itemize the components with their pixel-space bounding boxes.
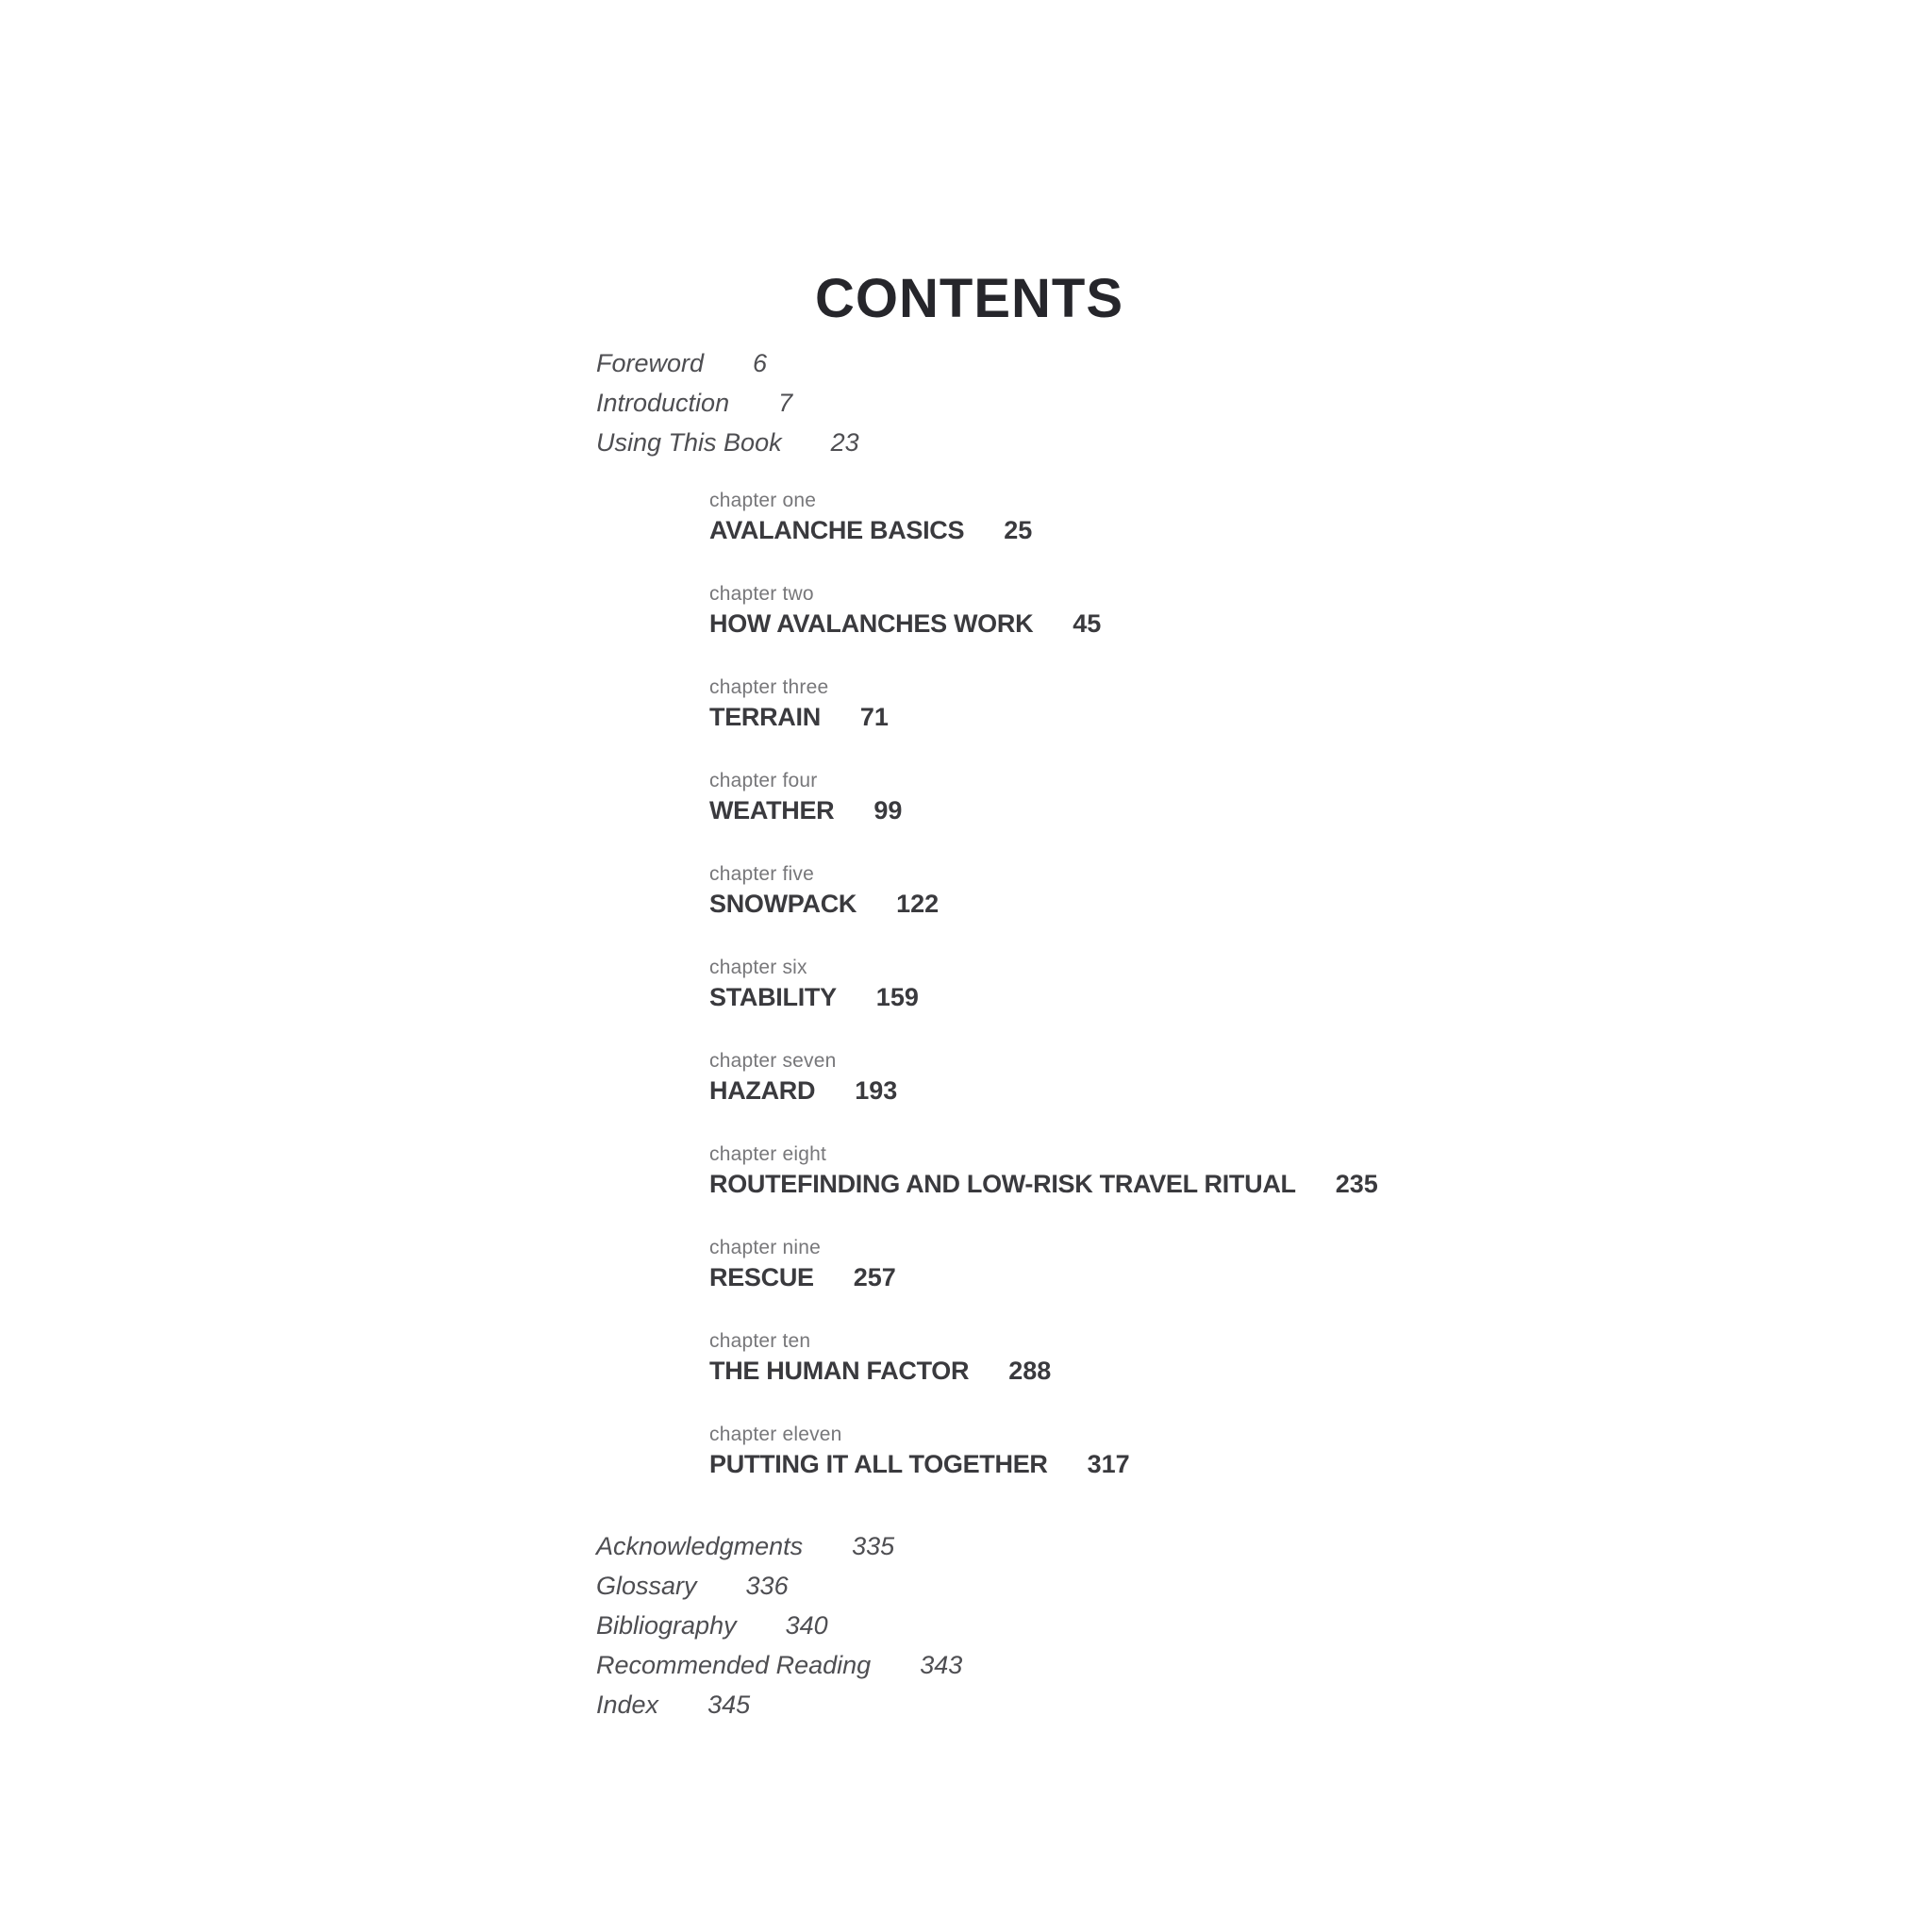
chapter-entry [709, 582, 1378, 641]
toc-entry-row [596, 1566, 962, 1606]
chapter-page-number: 159 [875, 983, 919, 1011]
chapter-page-number: 122 [896, 890, 940, 918]
toc-entry-label: Bibliography [596, 1611, 737, 1640]
chapter-entry [709, 675, 1378, 734]
chapter-title-row [709, 1354, 1378, 1388]
toc-entry-row [596, 383, 859, 423]
chapter-page-number: 257 [853, 1263, 896, 1291]
toc-entry-row [596, 1606, 962, 1645]
chapter-title-row [709, 980, 1378, 1014]
toc-entry-page-number: 7 [778, 389, 793, 417]
chapter-title: AVALANCHE BASICS [709, 516, 965, 544]
chapter-title: TERRAIN [709, 703, 821, 731]
toc-entry-row [596, 343, 859, 383]
chapter-title-row [709, 607, 1378, 641]
toc-entry-label: Glossary [596, 1572, 697, 1600]
chapter-kicker: chapter five [709, 863, 814, 885]
chapter-title: RESCUE [709, 1263, 814, 1291]
chapter-entry [709, 769, 1378, 827]
toc-entry-row [596, 1645, 962, 1685]
chapter-kicker: chapter nine [709, 1237, 821, 1258]
chapter-kicker: chapter ten [709, 1330, 811, 1352]
front-matter-list [596, 343, 859, 462]
chapter-title: HAZARD [709, 1076, 816, 1105]
chapter-kicker: chapter eight [709, 1143, 827, 1165]
chapter-page-number: 99 [873, 796, 903, 824]
chapter-title-row [709, 513, 1378, 547]
chapter-title: HOW AVALANCHES WORK [709, 609, 1034, 638]
chapter-title: PUTTING IT ALL TOGETHER [709, 1450, 1048, 1478]
chapter-page-number: 288 [1008, 1357, 1052, 1385]
chapter-list [709, 489, 1378, 1481]
chapter-page-number: 235 [1335, 1170, 1378, 1198]
page-title: CONTENTS [815, 268, 1123, 329]
chapter-title-row [709, 793, 1378, 827]
chapter-entry [709, 1049, 1378, 1108]
toc-entry-page-number: 23 [830, 428, 859, 457]
toc-entry-label: Introduction [596, 389, 730, 417]
chapter-page-number: 317 [1087, 1450, 1130, 1478]
chapter-title: THE HUMAN FACTOR [709, 1357, 970, 1385]
chapter-title-row [709, 1260, 1378, 1294]
toc-entry-page-number: 340 [785, 1611, 828, 1640]
toc-entry-row [596, 1685, 962, 1724]
chapter-title: SNOWPACK [709, 890, 857, 918]
chapter-title-row [709, 700, 1378, 734]
chapter-kicker: chapter three [709, 676, 829, 698]
toc-entry-label: Foreword [596, 349, 705, 377]
chapter-entry [709, 862, 1378, 921]
chapter-kicker: chapter one [709, 490, 817, 511]
toc-entry-label: Index [596, 1690, 659, 1719]
chapter-kicker: chapter seven [709, 1050, 837, 1072]
chapter-title-row [709, 887, 1378, 921]
toc-entry-page-number: 6 [753, 349, 768, 377]
chapter-title-row [709, 1447, 1378, 1481]
chapter-title: ROUTEFINDING AND LOW-RISK TRAVEL RITUAL [709, 1170, 1296, 1198]
chapter-entry [709, 1423, 1378, 1481]
chapter-kicker: chapter six [709, 957, 807, 978]
toc-entry-label: Acknowledgments [596, 1532, 804, 1560]
chapter-title-row [709, 1074, 1378, 1108]
chapter-page-number: 71 [859, 703, 889, 731]
chapter-entry [709, 1142, 1378, 1201]
chapter-entry [709, 1236, 1378, 1294]
chapter-entry [709, 1329, 1378, 1388]
toc-entry-page-number: 343 [920, 1651, 963, 1679]
chapter-entry [709, 956, 1378, 1014]
toc-entry-label: Using This Book [596, 428, 782, 457]
toc-entry-page-number: 335 [852, 1532, 895, 1560]
chapter-page-number: 45 [1073, 609, 1102, 638]
chapter-title: WEATHER [709, 796, 835, 824]
chapter-kicker: chapter four [709, 770, 818, 791]
chapter-kicker: chapter two [709, 583, 814, 605]
toc-entry-page-number: 345 [707, 1690, 751, 1719]
chapter-page-number: 193 [855, 1076, 898, 1105]
chapter-title-row [709, 1167, 1378, 1201]
toc-entry-row [596, 423, 859, 462]
chapter-title: STABILITY [709, 983, 837, 1011]
toc-entry-label: Recommended Reading [596, 1651, 872, 1679]
chapter-page-number: 25 [1004, 516, 1033, 544]
toc-entry-page-number: 336 [745, 1572, 789, 1600]
toc-entry-row [596, 1526, 962, 1566]
chapter-kicker: chapter eleven [709, 1424, 842, 1445]
chapter-entry [709, 489, 1378, 547]
back-matter-list [596, 1526, 962, 1724]
